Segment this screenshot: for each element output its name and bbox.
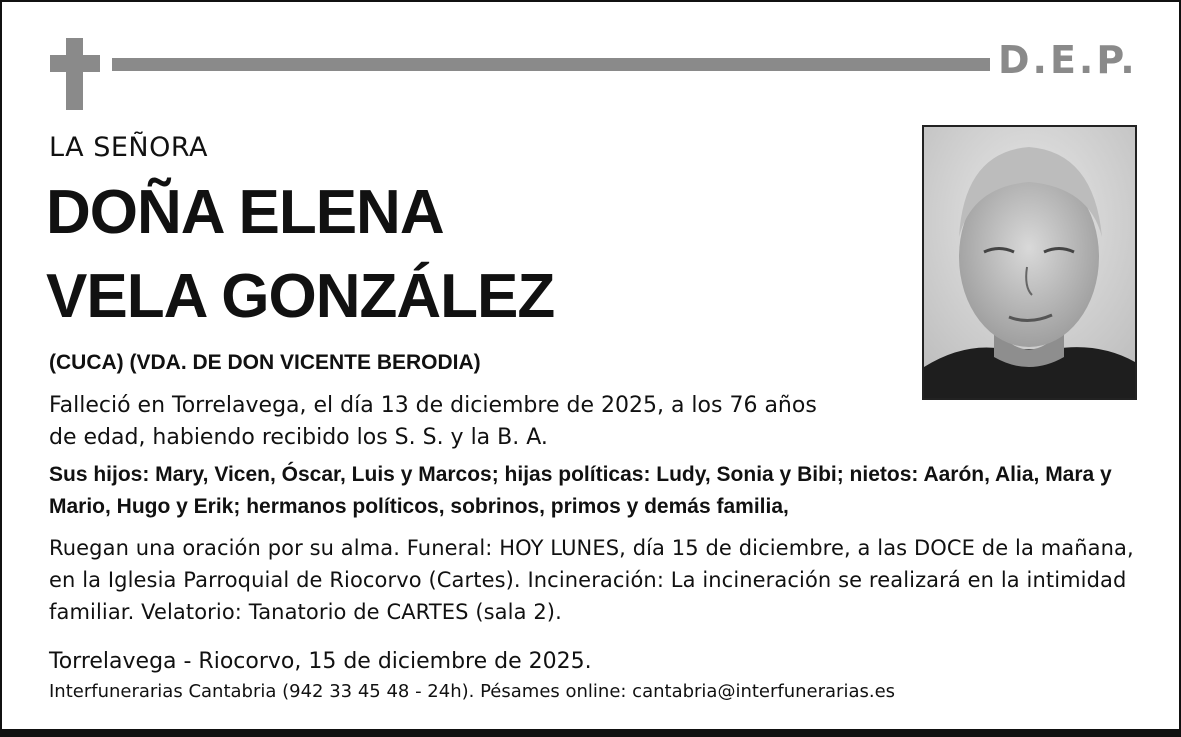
place-date: Torrelavega - Riocorvo, 15 de diciembre de 2025. bbox=[49, 649, 592, 674]
dep-label: D.E.P. bbox=[998, 38, 1138, 82]
services-info: Ruegan una oración por su alma. Funeral: HOY LUNES, día 15 de diciembre, a las DOCE de la mañana, en la Iglesia Parroquial de Riocorvo (Cartes). Incineración: La incineración se realizará en la intimidad familiar. Velatorio: Tanatorio de CARTES (sala 2). bbox=[49, 536, 1134, 624]
funeral-home-contact: Interfunerarias Cantabria (942 33 45 48 - 24h). Pésames online: cantabria@interfunerarias.es bbox=[49, 681, 896, 702]
header-rule bbox=[112, 58, 990, 71]
deceased-name-line1: DOÑA ELENA bbox=[46, 178, 444, 247]
portrait-image bbox=[924, 127, 1135, 398]
deceased-name-line2: VELA GONZÁLEZ bbox=[46, 262, 555, 331]
intro-title: LA SEÑORA bbox=[49, 132, 208, 163]
deceased-alias: (CUCA) (VDA. DE DON VICENTE BERODIA) bbox=[49, 351, 481, 374]
deceased-photo bbox=[922, 125, 1137, 400]
death-notice: Falleció en Torrelavega, el día 13 de diciembre de 2025, a los 76 años de edad, habiendo recibido los S. S. y la B. A. bbox=[49, 393, 817, 450]
family-list: Sus hijos: Mary, Vicen, Óscar, Luis y Marcos; hijas políticas: Ludy, Sonia y Bibi; nietos: Aarón, Alia, Mara y Mario, Hugo y Erik; hermanos políticos, sobrinos, primos y demás familia, bbox=[49, 463, 1112, 518]
bottom-border bbox=[0, 729, 1181, 737]
